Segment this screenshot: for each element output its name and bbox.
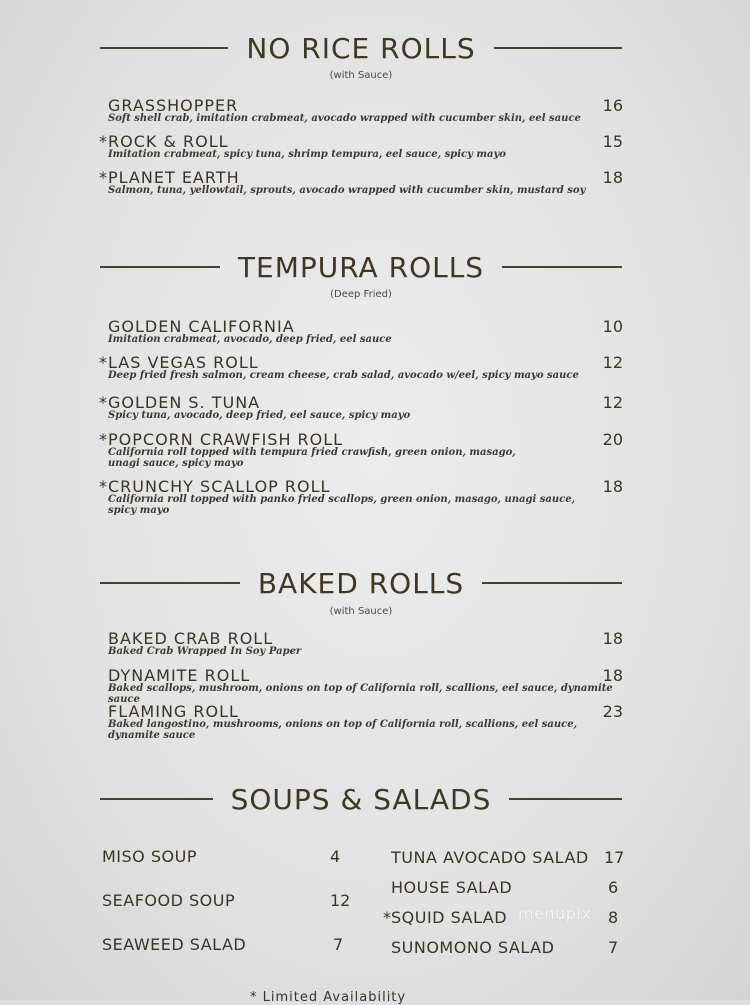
item-description: Imitation crabmeat, spicy tuna, shrimp tempura, eel sauce, spicy mayo — [108, 149, 506, 160]
salad-item-price: 8 — [608, 908, 619, 927]
item-price: 18 — [602, 477, 623, 496]
salad-item-price: 6 — [608, 878, 619, 897]
watermark: menupix — [518, 904, 592, 923]
soup-item-name: MISO SOUP — [102, 847, 197, 866]
item-description: Salmon, tuna, yellowtail, sprouts, avocado wrapped with cucumber skin, mustard soy — [108, 185, 586, 196]
item-name: *GOLDEN S. TUNA — [99, 393, 261, 412]
section-title: NO RICE ROLLS — [246, 31, 476, 65]
item-description: Spicy tuna, avocado, deep fried, eel sauce, spicy mayo — [108, 410, 411, 421]
item-price: 16 — [602, 96, 623, 115]
divider — [100, 798, 213, 800]
item-name: *ROCK & ROLL — [99, 132, 229, 151]
divider — [494, 47, 622, 49]
divider — [502, 266, 622, 268]
salad-item-name: TUNA AVOCADO SALAD — [391, 848, 589, 867]
item-name: GOLDEN CALIFORNIA — [108, 317, 295, 336]
soup-item-name: SEAWEED SALAD — [102, 935, 247, 954]
item-description: California roll topped with panko fried scallops, green onion, masago, unagi sauce, spicy mayo — [108, 494, 576, 516]
item-name: FLAMING ROLL — [108, 702, 239, 721]
divider — [100, 582, 240, 584]
item-name: GRASSHOPPER — [108, 96, 239, 115]
item-description: California roll topped with tempura fried crawfish, green onion, masago, unagi sauce, spicy mayo — [108, 447, 516, 469]
item-name: *CRUNCHY SCALLOP ROLL — [99, 477, 331, 496]
section-subtitle: (with Sauce) — [329, 606, 393, 617]
salad-item-price: 17 — [604, 848, 625, 867]
item-name: *POPCORN CRAWFISH ROLL — [99, 430, 344, 449]
section-header-no-rice-rolls — [100, 31, 622, 65]
salad-item-name: HOUSE SALAD — [391, 878, 513, 897]
section-subtitle: (with Sauce) — [329, 70, 393, 81]
item-price: 23 — [602, 702, 623, 721]
divider — [509, 798, 622, 800]
divider — [100, 47, 228, 49]
item-description: Baked Crab Wrapped In Soy Paper — [108, 646, 302, 657]
item-description: Baked langostino, mushrooms, onions on top of California roll, scallions, eel sauce, dynamite sauce — [108, 719, 578, 741]
section-title: BAKED ROLLS — [257, 566, 465, 600]
section-title: SOUPS & SALADS — [230, 782, 492, 816]
item-price: 12 — [602, 393, 623, 412]
item-price: 12 — [602, 353, 623, 372]
item-description: Imitation crabmeat, avocado, deep fried, eel sauce — [108, 334, 392, 345]
section-subtitle: (Deep Fried) — [330, 289, 392, 300]
soup-item-name: SEAFOOD SOUP — [102, 891, 236, 910]
item-name: BAKED CRAB ROLL — [108, 629, 274, 648]
item-description: Soft shell crab, imitation crabmeat, avocado wrapped with cucumber skin, eel sauce — [108, 113, 581, 124]
item-description: Deep fried fresh salmon, cream cheese, crab salad, avocado w/eel, spicy mayo sauce — [108, 370, 579, 381]
section-header-baked-rolls — [100, 566, 622, 600]
item-name: *PLANET EARTH — [99, 168, 240, 187]
salad-item-name: *SQUID SALAD — [383, 908, 508, 927]
divider — [482, 582, 622, 584]
salad-item-name: SUNOMONO SALAD — [391, 938, 555, 957]
section-title: TEMPURA ROLLS — [237, 250, 485, 284]
soup-item-price: 4 — [330, 847, 341, 866]
item-price: 15 — [602, 132, 623, 151]
footer-note: * Limited Availability — [250, 990, 407, 1005]
item-price: 20 — [602, 430, 623, 449]
item-name: *LAS VEGAS ROLL — [99, 353, 259, 372]
soup-item-price: 12 — [330, 891, 351, 910]
item-price: 18 — [602, 666, 623, 685]
divider — [100, 266, 220, 268]
item-name: DYNAMITE ROLL — [108, 666, 251, 685]
soup-item-price: 7 — [333, 935, 344, 954]
item-description: Baked scallops, mushroom, onions on top of California roll, scallions, eel sauce, dynamite sauce — [108, 683, 613, 705]
section-header-soups-salads — [100, 782, 622, 816]
item-price: 10 — [602, 317, 623, 336]
item-price: 18 — [602, 629, 623, 648]
section-header-tempura-rolls — [100, 250, 622, 284]
salad-item-price: 7 — [608, 938, 619, 957]
item-price: 18 — [602, 168, 623, 187]
